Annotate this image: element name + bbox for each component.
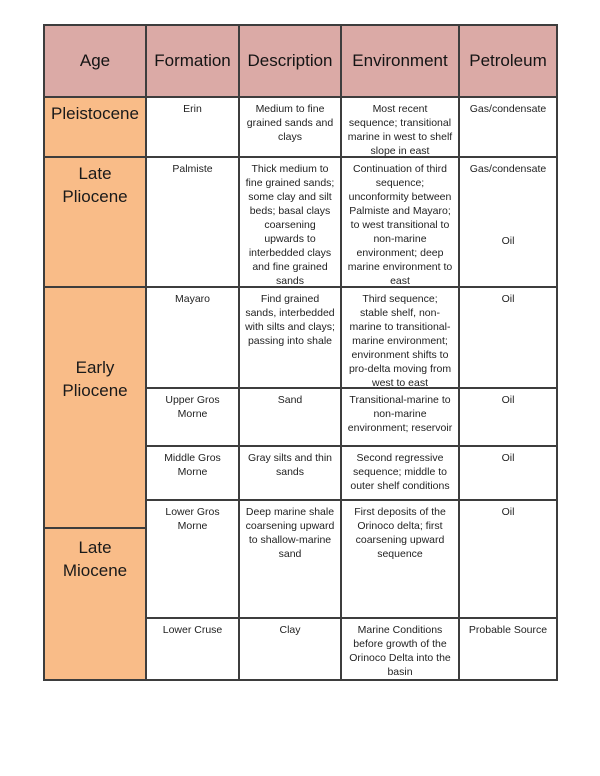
- petroleum-cell: Oil: [501, 394, 515, 406]
- formation-cell: Palmiste: [147, 158, 240, 286]
- table-body: [45, 98, 556, 679]
- rows-column: [147, 98, 556, 679]
- stratigraphy-table: [43, 24, 558, 681]
- petroleum-cell: Probable Source: [468, 624, 548, 636]
- table-row: [147, 619, 556, 679]
- environment-cell: Most recent sequence; transitional marine in west to shelf slope in east: [342, 98, 460, 156]
- column-header-environment: Environment: [342, 26, 460, 96]
- table-header-row: [45, 26, 556, 98]
- column-header-petroleum: Petroleum: [469, 51, 547, 70]
- age-cell-pleistocene: Pleistocene: [45, 98, 145, 158]
- table-row: [147, 158, 556, 288]
- table-row: [147, 288, 556, 389]
- environment-cell: Marine Conditions before growth of the Orinoco Delta into the basin: [342, 619, 460, 679]
- formation-cell: Upper Gros Morne: [147, 389, 240, 445]
- petroleum-cell: Gas/condensate: [469, 103, 547, 115]
- petroleum-cell: Oil: [501, 293, 515, 305]
- environment-cell: Continuation of third sequence; unconformity between Palmiste and Mayaro; to west transitional to non-marine environment; deep marine environment to east: [342, 158, 460, 286]
- description-cell: Sand: [240, 389, 342, 445]
- column-header-age: Age: [45, 26, 147, 96]
- age-cell-late-pliocene: Late Pliocene: [45, 158, 145, 288]
- petroleum-secondary: Oil: [501, 235, 515, 247]
- table-row: [147, 447, 556, 501]
- environment-cell: Third sequence; stable shelf, non-marine to transitional-marine environment; environment shifts to pro-delta moving from west to east: [342, 288, 460, 387]
- environment-cell: First deposits of the Orinoco delta; first coarsening upward sequence: [342, 501, 460, 617]
- description-cell: Gray silts and thin sands: [240, 447, 342, 499]
- petroleum-cell: [460, 158, 556, 286]
- column-header-description: Description: [240, 26, 342, 96]
- table-row: [147, 98, 556, 158]
- age-cell-late-miocene: Late Miocene: [62, 538, 128, 580]
- column-header-formation: Formation: [147, 26, 240, 96]
- age-cell-early-pliocene: Early Pliocene: [45, 288, 145, 529]
- petroleum-cell: Oil: [501, 452, 515, 464]
- table-row: [147, 501, 556, 619]
- description-cell: Medium to fine grained sands and clays: [240, 98, 342, 156]
- description-cell: Thick medium to fine grained sands; some clay and silt beds; basal clays coarsening upwards to interbedded clays and fine grained sands: [240, 158, 342, 286]
- environment-cell: Second regressive sequence; middle to outer shelf conditions: [342, 447, 460, 499]
- age-column: [45, 98, 147, 679]
- description-cell: Clay: [240, 619, 342, 679]
- environment-cell: Transitional-marine to non-marine environment; reservoir: [342, 389, 460, 445]
- formation-cell: Middle Gros Morne: [147, 447, 240, 499]
- formation-cell: Mayaro: [147, 288, 240, 387]
- description-cell: Find grained sands, interbedded with silts and clays; passing into shale: [240, 288, 342, 387]
- description-cell: Deep marine shale coarsening upward to shallow-marine sand: [240, 501, 342, 617]
- table-row: [147, 389, 556, 447]
- formation-cell: Erin: [147, 98, 240, 156]
- formation-cell: Lower Cruse: [147, 619, 240, 679]
- formation-cell: Lower Gros Morne: [147, 501, 240, 617]
- petroleum-cell: Oil: [501, 506, 515, 518]
- petroleum-primary: Gas/condensate: [469, 163, 547, 175]
